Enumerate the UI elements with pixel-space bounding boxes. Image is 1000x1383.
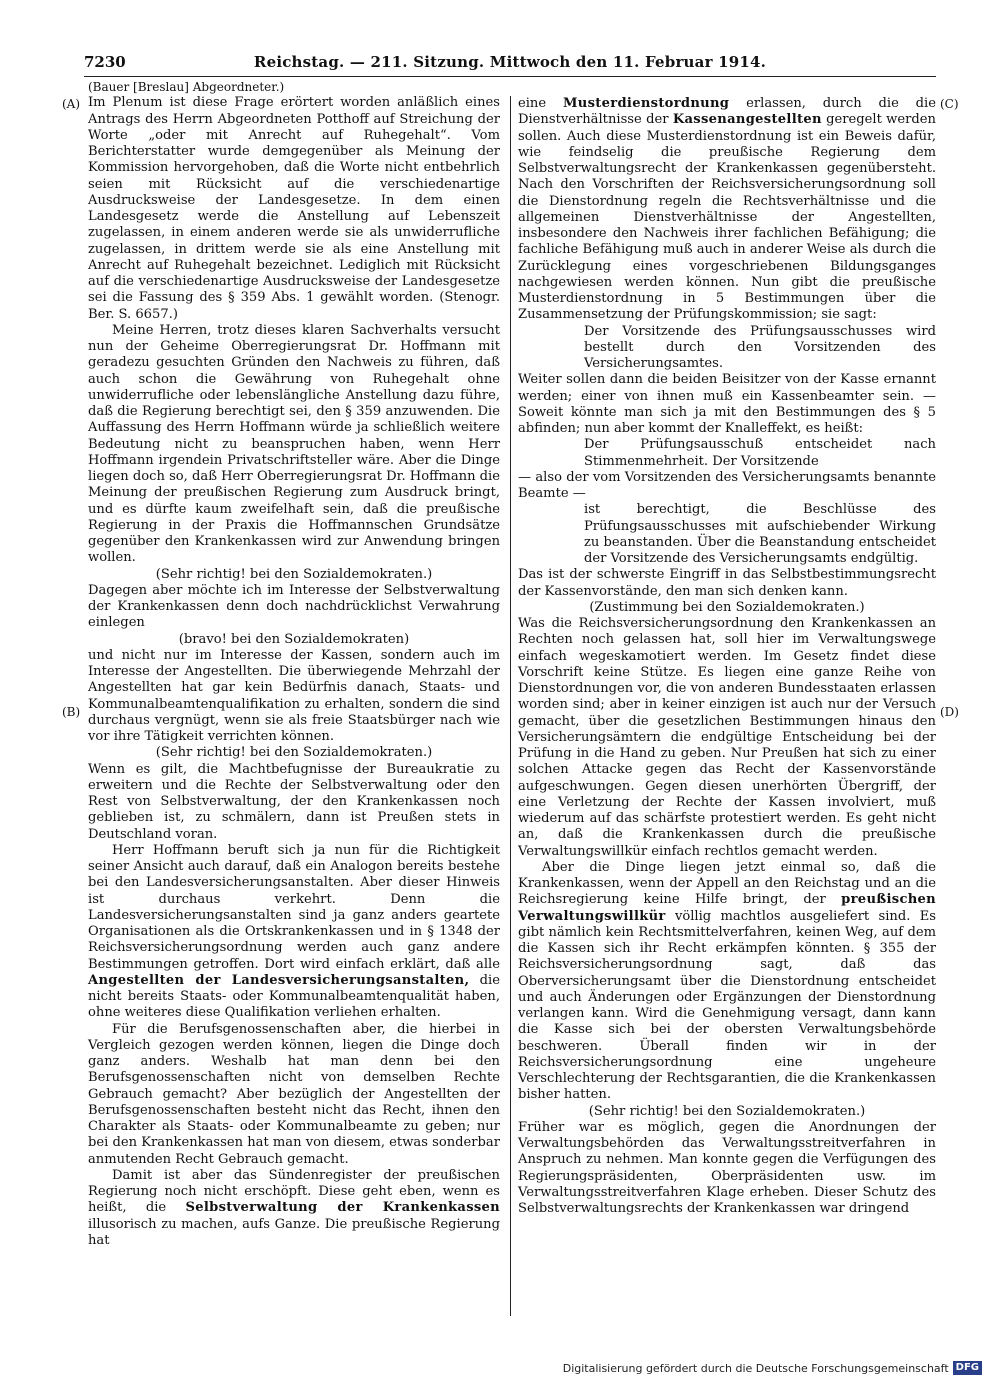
text-run: Aber die Dinge liegen jetzt einmal so, daß die Krankenkassen, wenn der Appell an den Reichstag und an die Reichsregierung keine Hilfe bringt, der <box>518 859 936 908</box>
paragraph: Früher war es möglich, gegen die Anordnungen der Verwaltungsbehörden das Verwaltungsstreitverfahren in Anspruch zu nehmen. Man konnte gegen die Verfügungen des Regierungspräsidenten, Oberpräsidenten usw. im Verwaltungsstreitverfahren Klage erheben. Dieser Schutz des Selbstverwaltungsrechts der Krankenkassen war dringend <box>518 1119 936 1216</box>
emphasis: preußischen Verwaltungswillkür <box>518 892 936 924</box>
paragraph: Für die Berufsgenossenschaften aber, die hierbei in Vergleich gezogen werden können, liegen die Dinge doch ganz anders. Weshalb hat man denn bei den Berufsgenossenschaften nicht von demselben Rechte Gebrauch gemacht? Aber bezüglich der Angestellten der Berufsgenossenschaften besteht nicht das Recht, ihnen den Charakter als Staats- oder Kommunalbeamte zu geben; nur bei den Krankenkassen hat man von diesem, etwas sonderbar anmutenden Recht Gebrauch gemacht. <box>88 1021 500 1167</box>
margin-marker-a: (A) <box>62 97 81 111</box>
interjection: (bravo! bei den Sozialdemokraten) <box>178 631 410 647</box>
speaker-attribution: (Bauer [Breslau] Abgeordneter.) <box>88 80 285 94</box>
interjection: (Zustimmung bei den Sozialdemokraten.) <box>589 599 865 615</box>
margin-marker-d: (D) <box>940 705 959 719</box>
quotation: Der Prüfungsausschuß entscheidet nach Stimmenmehrheit. Der Vorsitzende <box>584 437 936 469</box>
interjection: (Sehr richtig! bei den Sozialdemokraten.) <box>155 745 433 761</box>
paragraph: — also der vom Vorsitzenden des Versicherungsamts benannte Beamte — <box>518 469 936 501</box>
paragraph: Das ist der schwerste Eingriff in das Selbstbestimmungsrecht der Kassenvorstände, den man sich denken kann. <box>518 567 936 599</box>
footer-text: Digitalisierung gefördert durch die Deutsche Forschungsgemeinschaft <box>562 1361 949 1375</box>
text-run: Damit ist aber das Sündenregister der preußischen Regierung noch nicht erschöpft. Diese geht eben, wenn es heißt, die <box>88 1167 500 1216</box>
left-column <box>88 79 500 1249</box>
interjection: (Sehr richtig! bei den Sozialdemokraten.) <box>588 1103 866 1119</box>
paragraph: Was die Reichsversicherungsordnung den Krankenkassen an Rechten noch gelassen hat, soll hier im Verwaltungswege einfach wegeskamotiert werden. Im Gesetz findet diese Vorschrift keine Stütze. Es liegen eine ganze Reihe von Dienstordnungen vor, die von anderen Bundesstaaten erlassen worden sind; aber in keiner einzigen ist auch nur der Versuch gemacht, über die gesetzlichen Bestimmungen hinaus den Versicherungsämtern die endgültige Entscheidung bei der Prüfung in die Hand zu geben. Nur Preußen hat sich zu einer solchen Attacke gegen das Recht der Kassenvorstände aufgeschwungen. Gegen diesen unerhörten Übergriff, der eine Verletzung der Rechte der Kassen involviert, muß wiederum auf das schärfste protestiert werden. Es geht nicht an, daß die Krankenkassen durch die preußische Verwaltungswillkür einfach rechtlos gemacht werden. <box>518 616 936 859</box>
text-run: erlassen, durch die die Dienstverhältnisse der <box>518 96 936 128</box>
paragraph <box>518 96 936 324</box>
margin-marker-c: (C) <box>940 97 959 111</box>
text-run: die nicht bereits Staats- oder Kommunalbeamtenqualität haben, ohne weiteres diese Qualifikation verliehen erhalten. <box>88 972 500 1021</box>
paragraph: Weiter sollen dann die beiden Beisitzer von der Kasse ernannt werden; einer von ihnen muß ein Kassenbeamter sein. — Soweit könnte man sich ja mit den Bestimmungen des § 5 abfinden; nun aber kommt der Knalleffekt, es heißt: <box>518 372 936 436</box>
paragraph: Wenn es gilt, die Machtbefugnisse der Bureaukratie zu erweitern und die Rechte der Selbstverwaltung oder den Rest von Selbstverwaltung, der den Krankenkassen noch geblieben ist, zu schmälern, dann ist Preußen stets in Deutschland voran. <box>88 761 500 842</box>
text-run: geregelt werden sollen. Auch diese Musterdienstordnung ist ein Beweis dafür, wie feindselig die preußische Regierung dem Selbstverwaltungsrecht der Krankenkassen gegenübersteht. Nach den Vorschriften der Reichsversicherungsordnung soll die Dienstordnung regeln die Rechtsverhältnisse und die allgemeinen Dienstverhältnisse der Angestellten, insbesondere den Nachweis ihrer fachlichen Befähigung; die fachliche Befähigung muß auch in anderer Weise als durch die Zurücklegung eines vorgeschriebenen Bildungsganges nachgewiesen werden können. Nun gibt die preußische Musterdienstordnung in 5 Bestimmungen über die Zusammensetzung der Prüfungskommission; sie sagt: <box>518 112 936 323</box>
page-number: 7230 <box>84 53 126 71</box>
paragraph: Meine Herren, trotz dieses klaren Sachverhalts versucht nun der Geheime Oberregierungsrat Dr. Hoffmann mit geradezu gesuchten Gründen den Nachweis zu führen, daß auch schon die Gewährung von Ruhegehalt ohne unwiderrufliche oder lebenslängliche Anstellung dazu führe, daß die Regierung berechtigt sei, den § 359 anzuwenden. Die Auffassung des Herrn Hoffmann würde ja schließlich weitere Bedeutung nicht zu beanspruchen haben, wenn Herr Hoffmann irgendein Privatschriftsteller wäre. Aber die Dinge liegen doch so, daß Herr Oberregierungsrat Dr. Hoffmann die Meinung der preußischen Regierung zum Ausdruck bringt, und es dürfte kaum zweifelhaft sein, daß die preußische Regierung in der Praxis die Hoffmannschen Grundsätze gegenüber den Krankenkassen wird zur Anwendung bringen wollen. <box>88 322 500 566</box>
interjection: (Sehr richtig! bei den Sozialdemokraten.) <box>155 566 433 582</box>
running-title: Reichstag. — 211. Sitzung. Mittwoch den 11. Februar 1914. <box>253 53 767 71</box>
emphasis: Angestellten der Landesversicherungsanstalten, <box>88 972 470 988</box>
emphasis: Selbstverwaltung der Krankenkassen <box>185 1200 500 1216</box>
paragraph: Dagegen aber möchte ich im Interesse der Selbstverwaltung der Krankenkassen denn doch nachdrücklichst Verwahrung einlegen <box>88 582 500 631</box>
paragraph: und nicht nur im Interesse der Kassen, sondern auch im Interesse der Angestellten. Die überwiegende Mehrzahl der Angestellten hat gar kein Bedürfnis danach, Staats- und Kommunalbeamtenqualifikation zu erhalten, sondern die sind durchaus vergnügt, wenn sie als freie Staatsbürger nach wie vor ihre Tätigkeit verrichten können. <box>88 647 500 744</box>
dfg-logo: DFG <box>953 1361 982 1375</box>
text-run: eine <box>518 96 547 111</box>
text-run: Herr Hoffmann beruft sich ja nun für die Richtigkeit seiner Ansicht auch darauf, daß ein Analogon bereits bestehe bei den Landesversicherungsanstalten. Aber dieser Hinweis ist durchaus verkehrt. Denn die Landesversicherungsanstalten sind ja ganz anders geartete Organisationen als die Ortskrankenkassen und in § 1348 der Reichsversicherungsordnung werden auch ganz andere Bestimmungen getroffen. Dort wird einfach erklärt, daß alle <box>88 842 500 972</box>
emphasis: Kassenangestellten <box>672 112 822 128</box>
header-rule <box>84 76 936 77</box>
paragraph <box>88 843 500 1022</box>
text-run: völlig machtlos ausgeliefert sind. Es gibt nämlich kein Rechtsmittelverfahren, keinen Weg, auf dem die Kassen sich ihr Recht erkämpfen könnten. § 355 der Reichsversicherungsordnung sagt, daß das Oberversicherungsamt über die Dienstordnung entscheidet und auch Änderungen oder Ergänzungen der Dienstordnung verlangen kann. Wird die Genehmigung versagt, dann kann die Kasse sich bei der obersten Verwaltungsbehörde beschweren. Überall finden wir in der Reichsversicherungsordnung eine ungeheure Verschlechterung der Rechtsgarantien, die die Krankenkassen bisher hatten. <box>518 908 936 1103</box>
quotation: Der Vorsitzende des Prüfungsausschusses wird bestellt durch den Vorsitzenden des Versicherungsamtes. <box>584 323 936 371</box>
text-run: illusorisch zu machen, aufs Ganze. Die preußische Regierung hat <box>88 1216 500 1248</box>
quotation: ist berechtigt, die Beschlüsse des Prüfungsausschusses mit aufschiebender Wirkung zu beanstanden. Über die Beanstandung entscheidet der Vorsitzende des Versicherungsamts endgültig. <box>584 502 936 566</box>
paragraph <box>88 1168 500 1249</box>
page-header <box>84 50 936 74</box>
right-column <box>518 96 936 1217</box>
column-divider <box>510 96 511 1316</box>
paragraph <box>518 860 936 1104</box>
margin-marker-b: (B) <box>62 705 81 719</box>
paragraph: Im Plenum ist diese Frage erörtert worden anläßlich eines Antrags des Herrn Abgeordneten Potthoff auf Streichung der Worte „oder mit Anrecht auf Ruhegehalt“. Vom Berichterstatter wurde demgegenüber als Meinung der Kommission hervorgehoben, daß die Worte nicht entbehrlich seien mit Rücksicht auf die verschiedenartige Ausdrucksweise der Landesgesetze. In dem einen Landesgesetz werde die Anstellung auf Lebenszeit zugelassen, in einem anderen werde sie als unwiderrufliche zugelassen, in drittem werde sie als eine Anstellung mit Anrecht auf Ruhegehalt bezeichnet. Lediglich mit Rücksicht auf die verschiedenartige Ausdrucksweise der Landesgesetze sei die Fassung des § 359 Abs. 1 gewählt worden. (Stenogr. Ber. S. 6657.) <box>88 95 500 322</box>
emphasis: Musterdienstordnung <box>563 96 730 111</box>
footer-credit <box>563 1361 982 1375</box>
